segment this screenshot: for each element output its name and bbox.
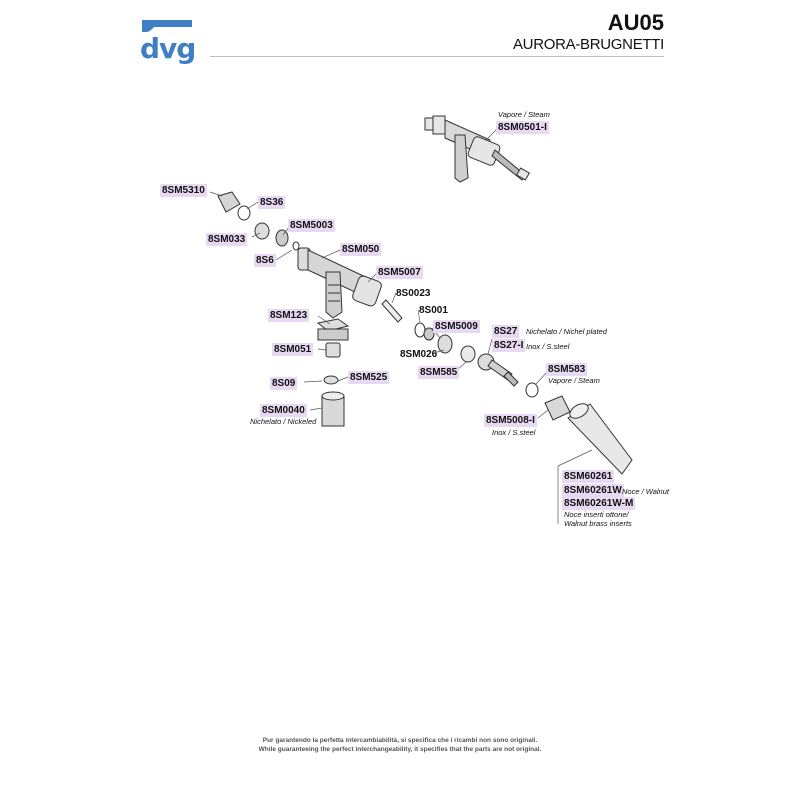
part-label-8SM0501-I: 8SM0501-I [498,122,547,133]
part-label-8SM5310: 8SM5310 [162,185,205,196]
part-note-nichel-plated: Nichelato / Nichel plated [526,327,607,336]
part-note-s-steel-5008: Inox / S.steel [492,428,536,437]
part-note-nickeled: Nichelato / Nickeled [250,417,317,426]
model-name: AURORA-BRUGNETTI [512,36,664,53]
part-label-8SM050: 8SM050 [342,244,380,255]
part-note-s-steel: Inox / S.steel [526,342,570,351]
part-label-8SM60261W: 8SM60261W [564,485,622,496]
part-note-brass-inserts-it: Noce inserti ottone/ [564,510,629,519]
part-label-8S27-I: 8S27-I [494,340,524,351]
part-label-8SM60261W-M: 8SM60261W-M [564,498,634,509]
logo-text: dvg [140,32,196,65]
part-note-brass-inserts-en: Walnut brass inserts [564,519,632,528]
part-label-8S0023: 8S0023 [396,288,431,299]
part-label-8SM5007: 8SM5007 [378,267,421,278]
part-label-8S09: 8S09 [272,378,296,389]
part-label-8S27: 8S27 [494,326,518,337]
part-label-8SM585: 8SM585 [420,367,458,378]
disclaimer-english: While guaranteeing the perfect interchangeability, it specifies that the parts are not original. [258,746,542,753]
part-label-8SM5003: 8SM5003 [290,220,333,231]
part-label-8SM123: 8SM123 [270,310,308,321]
part-label-8SM583: 8SM583 [548,364,586,375]
part-label-8SM026: 8SM026 [400,349,438,360]
disclaimer-italian: Pur garantendo la perfetta intercambiabilità, si specifica che i ricambi non sono originali. [262,737,538,744]
part-label-8SM60261: 8SM60261 [564,471,613,482]
part-label-8SM5008-I: 8SM5008-I [486,415,535,426]
part-note-walnut: Noce / Walnut [622,487,669,496]
part-note-steam-583: Vapore / Steam [548,376,600,385]
part-label-8SM051: 8SM051 [274,344,312,355]
part-label-8SM033: 8SM033 [208,234,246,245]
part-label-8SM525: 8SM525 [350,372,388,383]
part-label-8S36: 8S36 [260,197,284,208]
part-label-8S6: 8S6 [256,255,274,266]
part-label-8SM5009: 8SM5009 [435,321,478,332]
model-code: AU05 [607,10,664,35]
part-label-8SM0040: 8SM0040 [262,405,305,416]
part-label-8S001: 8S001 [419,305,448,316]
part-note-steam-top: Vapore / Steam [498,110,550,119]
